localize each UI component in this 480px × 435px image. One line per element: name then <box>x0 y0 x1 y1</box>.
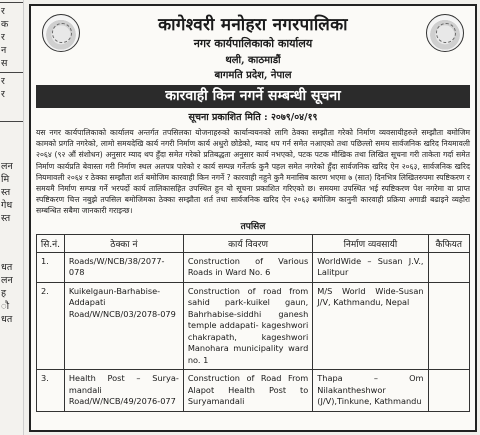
fragment-text: धत <box>1 262 13 273</box>
cell-serial: 3. <box>37 370 65 412</box>
adjacent-column-fragment <box>0 0 24 435</box>
notice-header <box>36 10 470 102</box>
cell-contract-no: Roads/W/NCB/38/2077-078 <box>64 252 183 282</box>
office-name: नगर कार्यपालिकाको कार्यालय <box>193 37 313 50</box>
column-rule <box>0 2 23 3</box>
fragment-text: धत <box>1 314 13 325</box>
fragment-text: क <box>1 19 9 30</box>
cell-contractor: Thapa – Om Nilakantheshwor (J/V),Tinkune, Kathmandu <box>313 370 428 412</box>
publication-date <box>36 110 470 123</box>
column-rule <box>0 72 23 73</box>
cell-contractor: M/S World Wide-Susan J/V, Kathmandu, Nepal <box>313 282 428 370</box>
fragment-text: लन <box>1 161 13 172</box>
fragment-text: गेध <box>1 200 13 211</box>
cell-work-description: Construction of Various Roads in Ward No. 6 <box>183 252 312 282</box>
fragment-text: लन <box>1 275 13 286</box>
fragment-text: मि <box>1 174 10 185</box>
header-work-description: कार्य विवरण <box>183 234 312 252</box>
fragment-text: ौ <box>1 301 10 312</box>
cell-serial: 2. <box>37 282 65 370</box>
header-contractor: निर्माण व्यवसायी <box>313 234 428 252</box>
fragment-text: र <box>1 89 5 100</box>
fragment-text: ह <box>1 288 7 299</box>
cell-remarks <box>428 370 469 412</box>
table-row <box>37 252 470 282</box>
cell-contract-no: Health Post – Surya-mandali Road/W/NCB/49/2076-077 <box>64 370 183 412</box>
province-line: बागमति प्रदेश, नेपाल <box>214 70 292 81</box>
cell-work-description: Construction of road from sahid park-kuikel gaun, Bahrhabise-siddhi ganesh temple addapati- kageshwori chakrapath, kageshwori Manohara municipality ward no. 1 <box>183 282 312 370</box>
contracts-table <box>36 234 470 412</box>
cell-serial: 1. <box>37 252 65 282</box>
cell-contract-no: Kuikelgaun-Barhabise-Addapati Road/W/NCB/03/2078-079 <box>64 282 183 370</box>
fragment-text: स्त <box>1 213 11 224</box>
notice-title: कारवाही किन नगर्ने सम्बन्धी सूचना <box>36 85 470 108</box>
organization-name: कागेश्वरी मनोहरा नगरपालिका <box>158 15 348 35</box>
header-contract-no: ठेक्का नं <box>64 234 183 252</box>
notice-body: यस नगर कार्यपालिकाको कार्यालय अन्तर्गत तपसिलका योजनाहरुको कार्यान्वयनको लागि ठेक्का सम्झौता गरेको निर्माण व्यवसायीहरुले सम्झौता बमोजिम कामको प्रगति नगरेको, लामो समयदेखि कार्य नगरी निर्माण कार्य अधुरो छोडेको, म्याद थप गर्न समेत नआएको तथा पछिल्लो समय सार्वजनिक खरिद नियमावली २०६४ (९२ औं संशोधन) अनुसार म्याद थप हुँदा समेत गरेको प्रतिबद्धता अनुसार कार्य नभएको, पटक पटक मौखिक तथा लिखित सूचना गरी ताकेता गर्दा समेत निर्माण कार्यप्रति बेवास्ता गरी निर्माण स्थल अलपत्र पारेको र कार्य सम्पन्न गर्नेतर्फ कुनै पहल समेत नगरेको हुँदा सार्वजनिक खरिद ऐन २०६३, सार्वजनिक खरिद नियमावली २०६४ र ठेक्का सम्झौता शर्त बमोजिम कारवाही किन नगर्ने ? कारवाही नहुने कुनै मनासिब कारण भएमा ७ (सात) दिनभित्र लिखितरुपमा स्पष्टिकरण र समयमै निर्माण सम्पन्न गर्ने भरपर्दो कार्य तालिकासहित उपस्थित हुन यो सूचना प्रकाशित गरिएको छ। समयमा उपस्थित भई स्पष्टिकरण पेश नगरेमा वा प्राप्त स्पष्टिकरण चित्त नबुझे तपसिल बमोजिमका ठेक्का सम्झौता शर्त तथा सार्वजनिक खरिद ऐन २०६३ बमोजिम कानुनी कारवाही प्रक्रिया अगाडी बढाइने व्यहोरा सम्बन्धित सबैमा जानकारी गराइन्छ। <box>36 128 470 216</box>
schedule-heading: तपसिल <box>240 221 266 232</box>
cell-work-description: Construction of Road From Alapot Health Post to Suryamandali <box>183 370 312 412</box>
fragment-text: र <box>1 76 5 87</box>
office-address: थली, काठमाडौं <box>225 55 281 66</box>
fragment-text: र <box>1 6 5 17</box>
publication-date-value: २०७९/०४/१९ <box>270 112 318 123</box>
fragment-text: स <box>1 58 8 69</box>
table-row <box>37 370 470 412</box>
column-rule <box>0 121 23 122</box>
header-serial: सि.नं. <box>37 234 65 252</box>
table-row <box>37 282 470 370</box>
fragment-text: न <box>1 45 7 56</box>
cell-remarks <box>428 282 469 370</box>
table-header-row <box>37 234 470 252</box>
publication-date-label: सूचना प्रकाशित मिति : <box>188 112 268 123</box>
header-remarks: कैफियत <box>428 234 469 252</box>
cell-remarks <box>428 252 469 282</box>
public-notice <box>29 4 477 432</box>
fragment-text: र <box>1 32 5 43</box>
cell-contractor: WorldWide – Susan J.V., Lalitpur <box>313 252 428 282</box>
fragment-text: स्त <box>1 187 11 198</box>
